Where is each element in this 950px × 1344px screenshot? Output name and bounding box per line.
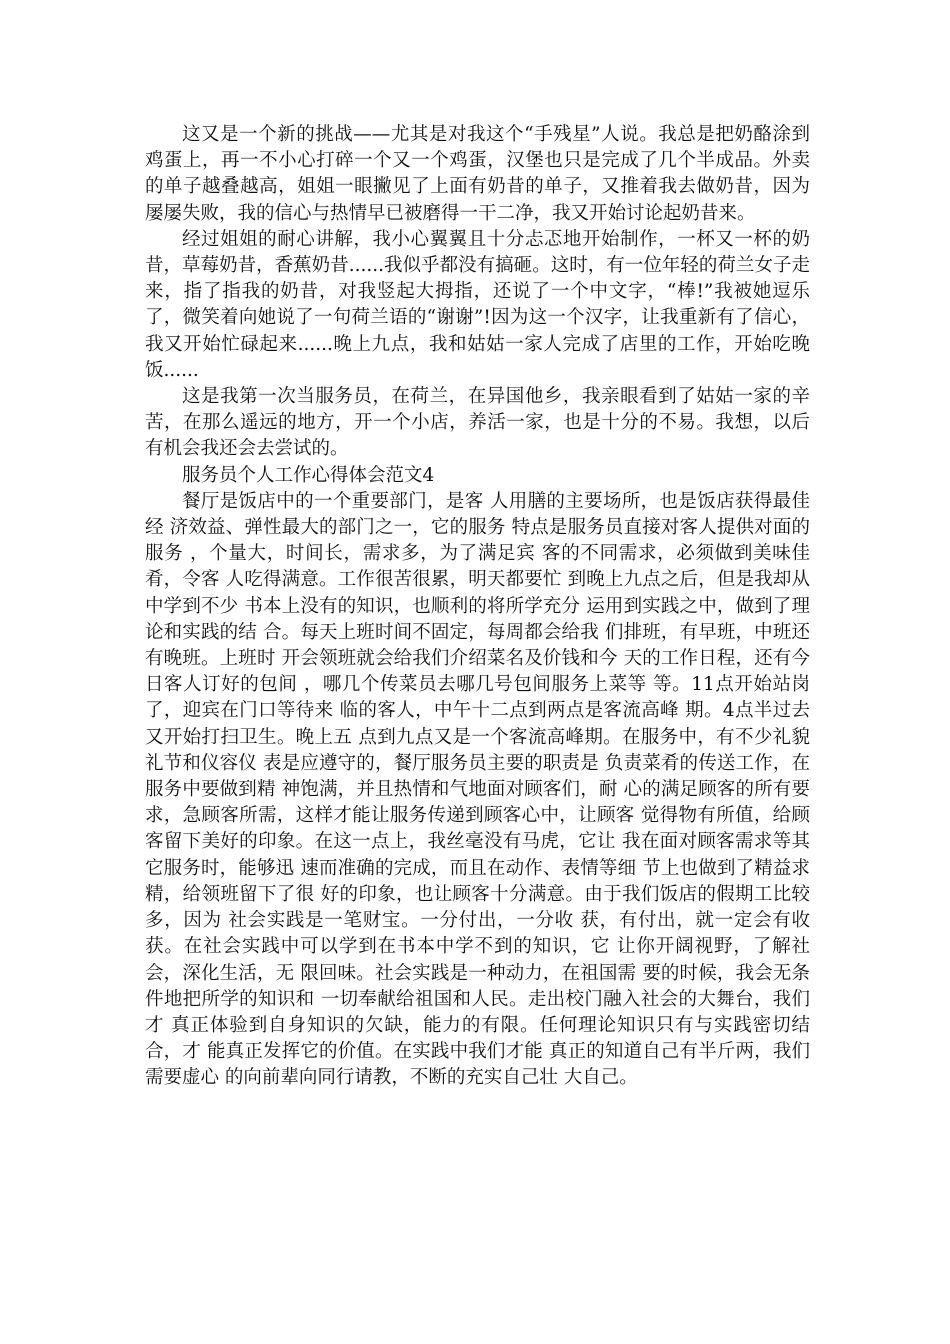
paragraph-milkshake: 经过姐姐的耐心讲解，我小心翼翼且十分忐忑地开始制作，一杯又一杯的奶昔，草莓奶昔，香蕉奶昔......我似乎都没有搞砸。这时，有一位年轻的荷兰女子走来，指了指我的奶昔，对我竖起大拇指，还说了一个中文字，“棒!”我被她逗乐了，微笑着向她说了一句荷兰语的“谢谢”!因为这一个汉字，让我重新有了信心，我又开始忙碌起来......晚上九点，我和姑姑一家人完成了店里的工作，开始吃晚饭...... — [145, 228, 810, 381]
paragraph-first-time: 这是我第一次当服务员，在荷兰，在异国他乡，我亲眼看到了姑姑一家的辛苦，在那么遥远的地方，开一个小店，养活一家，也是十分的不易。我想，以后有机会我还会去尝试的。 — [145, 386, 810, 460]
section-heading: 服务员个人工作心得体会范文4 — [182, 464, 435, 486]
document-page — [145, 122, 810, 1092]
paragraph-restaurant: 餐厅是饭店中的一个重要部门，是客 人用膳的主要场所，也是饭店获得最佳经 济效益、弹性最大的部门之一，它的服务 特点是服务员直接对客人提供对面的服务 ，个量大，时间长，需求多，为了满足宾 客的不同需求，必须做到美味佳肴，令客 人吃得满意。工作很苦很累，明天都要忙 到晚上九点之后，但是我却从中学到不少 书本上没有的知识，也顺利的将所学充分 运用到实践之中，做到了理论和实践的结 合。每天上班时间不固定，每周都会给我 们排班，有早班，中班还有晚班。上班时 开会领班就会给我们介绍菜名及价钱和今 天的工作日程，还有今日客人订好的包间 ，哪几个传菜员去哪几号包间服务上菜等 等。11点开始站岗了，迎宾在门口等待来 临的客人，中午十二点到两点是客流高峰 期。4点半过去又开始打扫卫生。晚上五 点到九点又是一个客流高峰期。在服务中，有不少礼貌礼节和仪容仪 表是应遵守的，餐厅服务员主要的职责是 负责菜肴的传送工作，在服务中要做到精 神饱满，并且热情和气地面对顾客们，耐 心的满足顾客的所有要求，急顾客所需，这样才能让服务传递到顾客心中，让顾客 觉得物有所值，给顾客留下美好的印象。在这一点上，我丝毫没有马虎，它让 我在面对顾客需求等其它服务时，能够迅 速而准确的完成，而且在动作、表情等细 节上也做到了精益求精，给领班留下了很 好的印象，也让顾客十分满意。由于我们饭店的假期工比较多，因为 社会实践是一笔财宝。一分付出，一分收 获，有付出，就一定会有收获。在社会实践中可以学到在书本中学不到的知识，它 让你开阔视野，了解社会，深化生活，无 限回味。社会实践是一种动力，在祖国需 要的时候，我会无条件地把所学的知识和 一切奉献给祖国和人民。走出校门融入社会的大舞台，我们才 真正体验到自身知识的欠缺，能力的有限。任何理论知识只有与实践密切结合，才 能真正发挥它的价值。在实践中我们才能 真正的知道自己有半斤两，我们需要虚心 的向前辈向同行请教，不断的充实自己壮 大自己。 — [145, 490, 810, 1089]
paragraph-challenge: 这又是一个新的挑战——尤其是对我这个“手残星”人说。我总是把奶酪涂到鸡蛋上，再一不小心打碎一个又一个鸡蛋，汉堡也只是完成了几个半成品。外卖的单子越叠越高，姐姐一眼撇见了上面有奶昔的单子，又推着我去做奶昔，因为屡屡失败，我的信心与热情早已被磨得一干二净，我又开始讨论起奶昔来。 — [145, 124, 810, 224]
